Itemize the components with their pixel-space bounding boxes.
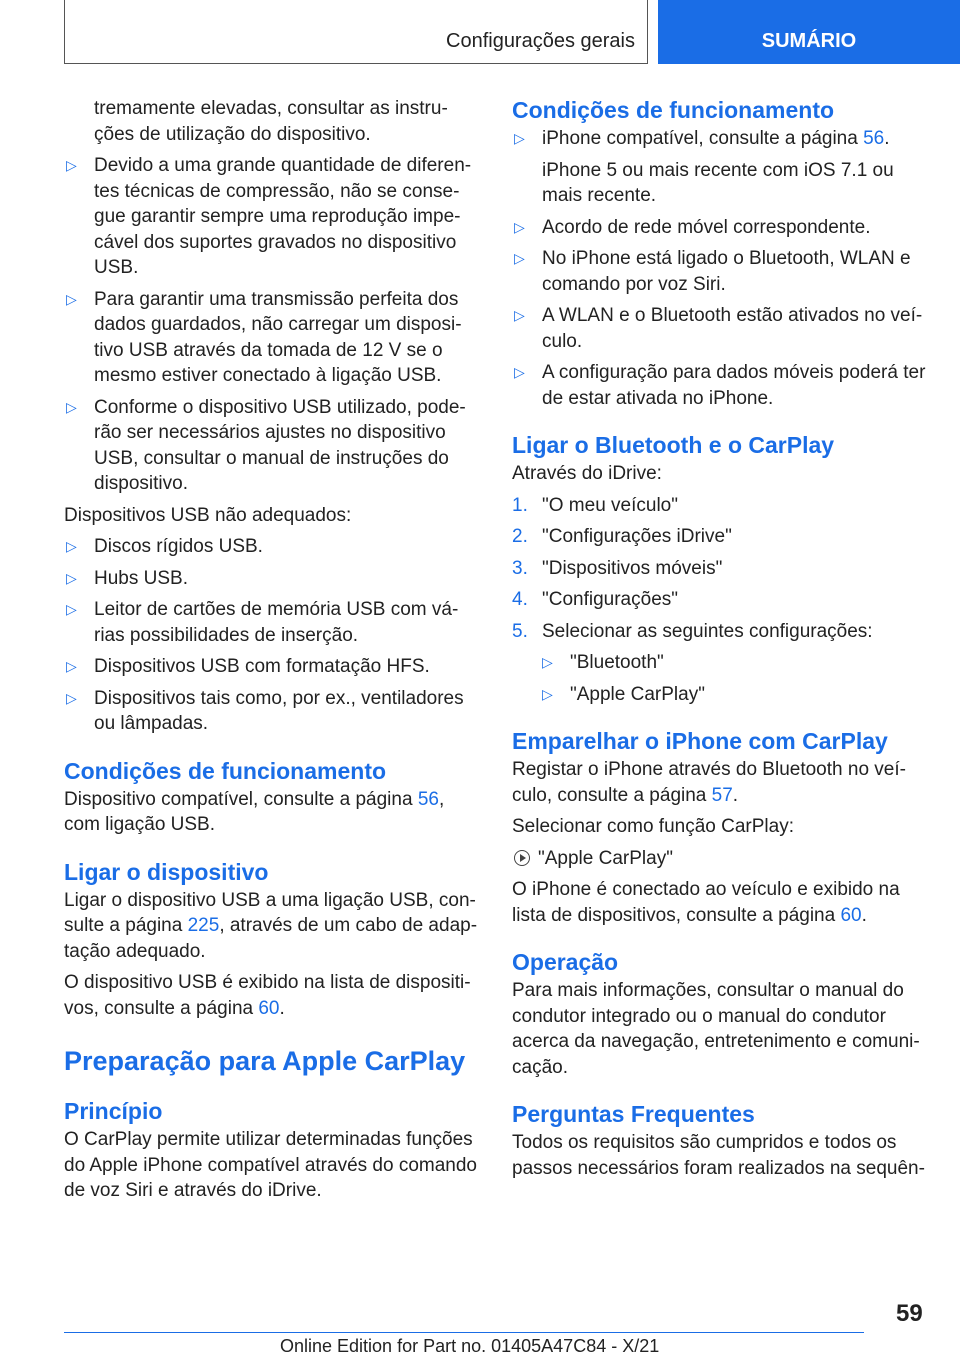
list-item: ▷ Devido a uma grande quantidade de diferen-tes técnicas de compressão, não se conse-gue garantir sempre uma reprodução impe-cável dos suportes gravados no dispositivo USB. [66, 155, 472, 278]
list-item: ▷ Leitor de cartões de memória USB com vá-rias possibilidades de inserção. [66, 599, 459, 646]
paragraph: Para mais informações, consultar o manual do condutor integrado ou o manual do condutor acerca da navegação, entretenimento e comuni-cação. [512, 980, 920, 1078]
paragraph: Selecionar como função CarPlay: [512, 816, 794, 837]
page-link[interactable]: 56 [417, 788, 439, 810]
list-item: ▷ A configuração para dados móveis poderá ter de estar ativada no iPhone. [514, 362, 926, 409]
heading-faq: Perguntas Frequentes [512, 1101, 755, 1127]
edition-footer: Online Edition for Part no. 01405A47C84 - X/21 [280, 1336, 660, 1356]
left-column [64, 96, 480, 1210]
list-item: ▷ Hubs USB. [64, 566, 480, 592]
footer-divider [64, 1332, 864, 1333]
sub-list-item: ▷ "Apple CarPlay" [512, 682, 932, 708]
page-link[interactable]: 225 [187, 915, 220, 936]
bullet-icon: ▷ [66, 157, 77, 173]
bullet-icon: ▷ [514, 250, 525, 266]
list-item: ▷ Para garantir uma transmissão perfeita dos dados guardados, não carregar um disposi-tivo USB através da tomada de 12 V se o mesmo estiver conectado à ligação USB. [66, 288, 462, 386]
page-link[interactable]: 56 [863, 128, 885, 149]
paragraph: Dispositivo compatível, consulte a página 56, com ligação USB. [64, 788, 445, 835]
right-column [512, 96, 932, 1187]
header-box [64, 0, 648, 64]
unsuitable-intro: Dispositivos USB não adequados: [64, 504, 352, 526]
bullet-icon: ▷ [66, 601, 77, 617]
continued-text: tremamente elevadas, consultar as instru-ções de utilização do dispositivo. [94, 98, 448, 145]
bullet-icon: ▷ [514, 307, 525, 323]
step-item: 3. "Dispositivos móveis" [512, 557, 723, 579]
bullet-icon: ▷ [542, 654, 553, 670]
list-item: ▷ iPhone compatível, consulte a página 56. [512, 126, 932, 152]
page-link[interactable]: 60 [258, 997, 280, 1019]
page-link[interactable]: 60 [840, 904, 862, 926]
bullet-icon: ▷ [66, 290, 77, 307]
bullet-icon: ▷ [66, 398, 77, 415]
step-item: 4. "Configurações" [512, 589, 679, 610]
heading-conditions: Condições de funcionamento [64, 757, 387, 784]
paragraph: Através do iDrive: [512, 463, 662, 484]
list-item: ▷ Dispositivos USB com formatação HFS. [64, 654, 480, 680]
list-item: ▷ No iPhone está ligado o Bluetooth, WLAN e comando por voz Siri. [514, 248, 911, 295]
heading-conditions: Condições de funcionamento [512, 97, 835, 123]
paragraph: O CarPlay permite utilizar determinadas funções do Apple iPhone compatível através do comando de voz Siri e através do iDrive. [64, 1129, 477, 1201]
paragraph: Todos os requisitos são cumpridos e todos os passos necessários foram realizados na sequên- [512, 1132, 925, 1179]
bullet-continuation: iPhone 5 ou mais recente com iOS 7.1 ou mais recente. [542, 159, 894, 206]
summary-button[interactable]: SUMÁRIO [658, 0, 960, 64]
bullet-icon: ▷ [514, 364, 525, 380]
page-link[interactable]: 57 [711, 784, 733, 806]
paragraph: Registar o iPhone através do Bluetooth no veí-culo, consulte a página 57. [512, 759, 906, 806]
bullet-icon: ▷ [514, 218, 525, 235]
paragraph: O dispositivo USB é exibido na lista de dispositi-vos, consulte a página 60. [64, 972, 471, 1019]
step-item: 5. Selecionar as seguintes configurações: [512, 620, 873, 642]
bullet-icon: ▷ [66, 658, 77, 674]
heading-connect: Ligar o dispositivo [64, 858, 269, 885]
step-item: 2. "Configurações iDrive" [512, 526, 732, 547]
paragraph: O iPhone é conectado ao veículo e exibido na lista de dispositivos, consulte a página 60. [512, 879, 900, 926]
step-item: 1. "O meu veículo" [512, 494, 678, 516]
bullet-icon: ▷ [542, 685, 553, 702]
heading-pair: Emparelhar o iPhone com CarPlay [512, 728, 888, 754]
section-title: Configurações gerais [446, 30, 635, 52]
bullet-icon: ▷ [66, 538, 77, 554]
heading-carplay-prep: Preparação para Apple CarPlay [64, 1046, 466, 1076]
heading-principle: Princípio [64, 1098, 163, 1124]
heading-bluetooth-carplay: Ligar o Bluetooth e o CarPlay [512, 432, 835, 458]
list-item: ▷ A WLAN e o Bluetooth estão ativados no veí-culo. [514, 305, 923, 352]
list-item: ▷ Conforme o dispositivo USB utilizado, pode-rão ser necessários ajustes no dispositivo USB, consultar o manual de instruções do dispositivo. [66, 396, 466, 494]
heading-operation: Operação [512, 949, 619, 975]
page-number: 59 [896, 1300, 923, 1327]
bullet-icon: ▷ [66, 689, 77, 706]
bullet-icon: ▷ [514, 130, 525, 146]
bullet-icon: ▷ [66, 569, 77, 586]
paragraph: Ligar o dispositivo USB a uma ligação USB, con-sulte a página 225, através de um cabo de adap-tação adequado. [64, 889, 478, 962]
play-item: "Apple CarPlay" [512, 846, 932, 872]
sub-list-item: ▷ "Bluetooth" [512, 650, 932, 676]
list-item: ▷ Acordo de rede móvel correspondente. [512, 215, 932, 241]
list-item: ▷ Dispositivos tais como, por ex., ventiladores ou lâmpadas. [66, 687, 464, 734]
play-circle-icon [514, 850, 530, 866]
list-item: ▷ Discos rígidos USB. [64, 534, 480, 560]
